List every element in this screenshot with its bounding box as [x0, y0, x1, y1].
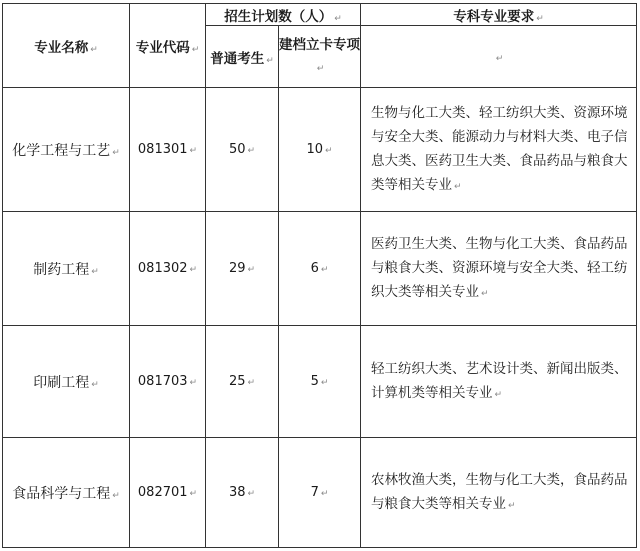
requirement-cell: 医药卫生大类、生物与化工大类、食品药品与粮食大类、资源环境与安全大类、轻工纺织大类等相关专业 ↵ [361, 212, 637, 326]
requirement-cell: 生物与化工大类、轻工纺织大类、资源环境与安全大类、能源动力与材料大类、电子信息大类、医药卫生大类、食品药品与粮食大类等相关专业 ↵ [361, 88, 637, 212]
requirement-cell: 轻工纺织大类、艺术设计类、新闻出版类、计算机类等相关专业 ↵ [361, 326, 637, 438]
requirement-cell: 农林牧渔大类，生物与化工大类，食品药品与粮食大类等相关专业 ↵ [361, 438, 637, 548]
header-major-name: 专业名称 ↵ [3, 4, 130, 88]
major-code-cell: 081302 ↵ [130, 212, 206, 326]
major-name-cell: 印刷工程 ↵ [3, 326, 130, 438]
major-name-cell: 食品科学与工程 ↵ [3, 438, 130, 548]
table-row [3, 326, 637, 438]
regular-count-cell: 29 ↵ [206, 212, 279, 326]
major-name-cell: 化学工程与工艺 ↵ [3, 88, 130, 212]
enrollment-table [2, 3, 637, 548]
table-row [3, 212, 637, 326]
header-specialty-requirement: 专科专业要求 ↵ [361, 4, 637, 26]
regular-count-cell: 50 ↵ [206, 88, 279, 212]
archive-count-cell: 7 ↵ [279, 438, 361, 548]
major-code-cell: 081301 ↵ [130, 88, 206, 212]
table-row [3, 438, 637, 548]
header-enrollment-plan: 招生计划数（人） ↵ [206, 4, 361, 26]
table-row [3, 88, 637, 212]
header-major-code: 专业代码 ↵ [130, 4, 206, 88]
header-archive-students: 建档立卡专项↵ [279, 26, 361, 88]
header-requirement-blank: ↵ [361, 26, 637, 88]
header-regular-students: 普通考生 ↵ [206, 26, 279, 88]
major-code-cell: 081703 ↵ [130, 326, 206, 438]
major-name-cell: 制药工程 ↵ [3, 212, 130, 326]
archive-count-cell: 5 ↵ [279, 326, 361, 438]
regular-count-cell: 25 ↵ [206, 326, 279, 438]
archive-count-cell: 6 ↵ [279, 212, 361, 326]
archive-count-cell: 10 ↵ [279, 88, 361, 212]
major-code-cell: 082701 ↵ [130, 438, 206, 548]
regular-count-cell: 38 ↵ [206, 438, 279, 548]
